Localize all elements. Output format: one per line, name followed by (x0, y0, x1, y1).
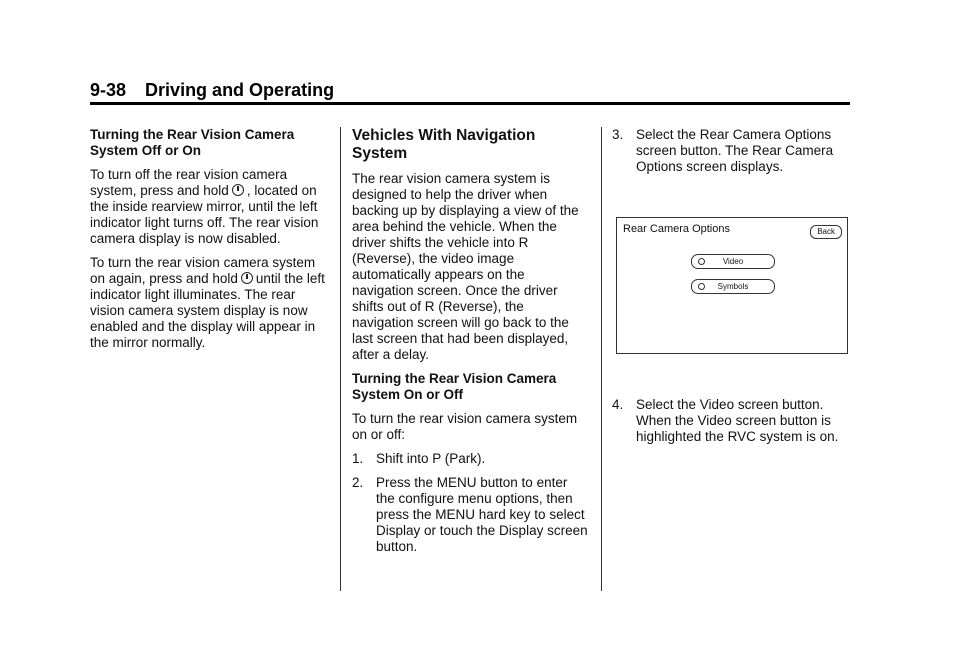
header-rule (90, 102, 850, 105)
symbols-button[interactable] (691, 279, 775, 294)
paragraph (90, 255, 328, 351)
symbols-button-label: Symbols (717, 282, 749, 291)
back-button[interactable]: Back (810, 225, 842, 239)
paragraph-text: To turn the rear vision camera system on again, press and hold (90, 255, 316, 286)
radio-indicator-icon (698, 258, 705, 265)
step-number: 4. (612, 397, 624, 412)
screen-title: Rear Camera Options (623, 223, 730, 235)
step-number: 3. (612, 127, 624, 142)
video-button[interactable] (691, 254, 775, 269)
paragraph: To turn the rear vision camera system on or off: (352, 411, 578, 442)
column-3 (612, 127, 852, 183)
paragraph: The rear vision camera system is designed to help the driver when backing up by displaying a view of the area behind the vehicle. When the driver shifts the vehicle into R (Reverse), the video image automatically appears on the navigation screen. Once the driver shifts out of R (Reverse), the navigation screen will go back to the last screen that had been displayed, after a delay. (352, 171, 579, 362)
step-text: Select the Video screen button. When the Video screen button is highlighted the RVC system is on. (636, 397, 839, 444)
rear-camera-options-screen (616, 217, 848, 354)
step-number: 1. (352, 451, 364, 466)
list-item (612, 127, 852, 175)
page-number: 9-38 (90, 80, 127, 100)
step-text: Shift into P (Park). (376, 451, 486, 466)
radio-indicator-icon (698, 283, 705, 290)
step-number: 2. (352, 475, 364, 490)
step-text: Select the Rear Camera Options screen button. The Rear Camera Options screen displays. (636, 127, 834, 174)
section-title: Vehicles With Navigation System (352, 127, 536, 162)
paragraph-text: To turn off the rear vision camera system, press and hold (90, 167, 288, 198)
paragraph-text: until the left indicator light illuminates. The rear vision camera system display is now enabled and the display will appear in the mirror normally. (90, 271, 325, 350)
step-text: Press the MENU button to enter the configure menu options, then press the MENU hard key to select Display or touch the Display screen button. (376, 475, 588, 554)
chapter-title: Driving and Operating (145, 80, 335, 100)
list-item (352, 451, 588, 467)
column-divider (340, 127, 341, 591)
column-3-lower (612, 397, 852, 453)
section-subheading: Turning the Rear Vision Camera System Off or On (90, 127, 295, 158)
paragraph-text: , located on the inside rearview mirror, until the left indicator light turns off. The rear vision camera display is now disabled. (90, 183, 319, 246)
paragraph (90, 167, 328, 247)
section-subheading: Turning the Rear Vision Camera System On or Off (352, 371, 557, 402)
column-divider (601, 127, 602, 591)
column-2 (352, 127, 588, 563)
camera-button-icon (241, 272, 253, 284)
column-1 (90, 127, 328, 359)
page-header (90, 80, 334, 101)
video-button-label: Video (722, 257, 744, 266)
camera-button-icon (232, 184, 244, 196)
list-item (352, 475, 588, 555)
list-item (612, 397, 852, 445)
